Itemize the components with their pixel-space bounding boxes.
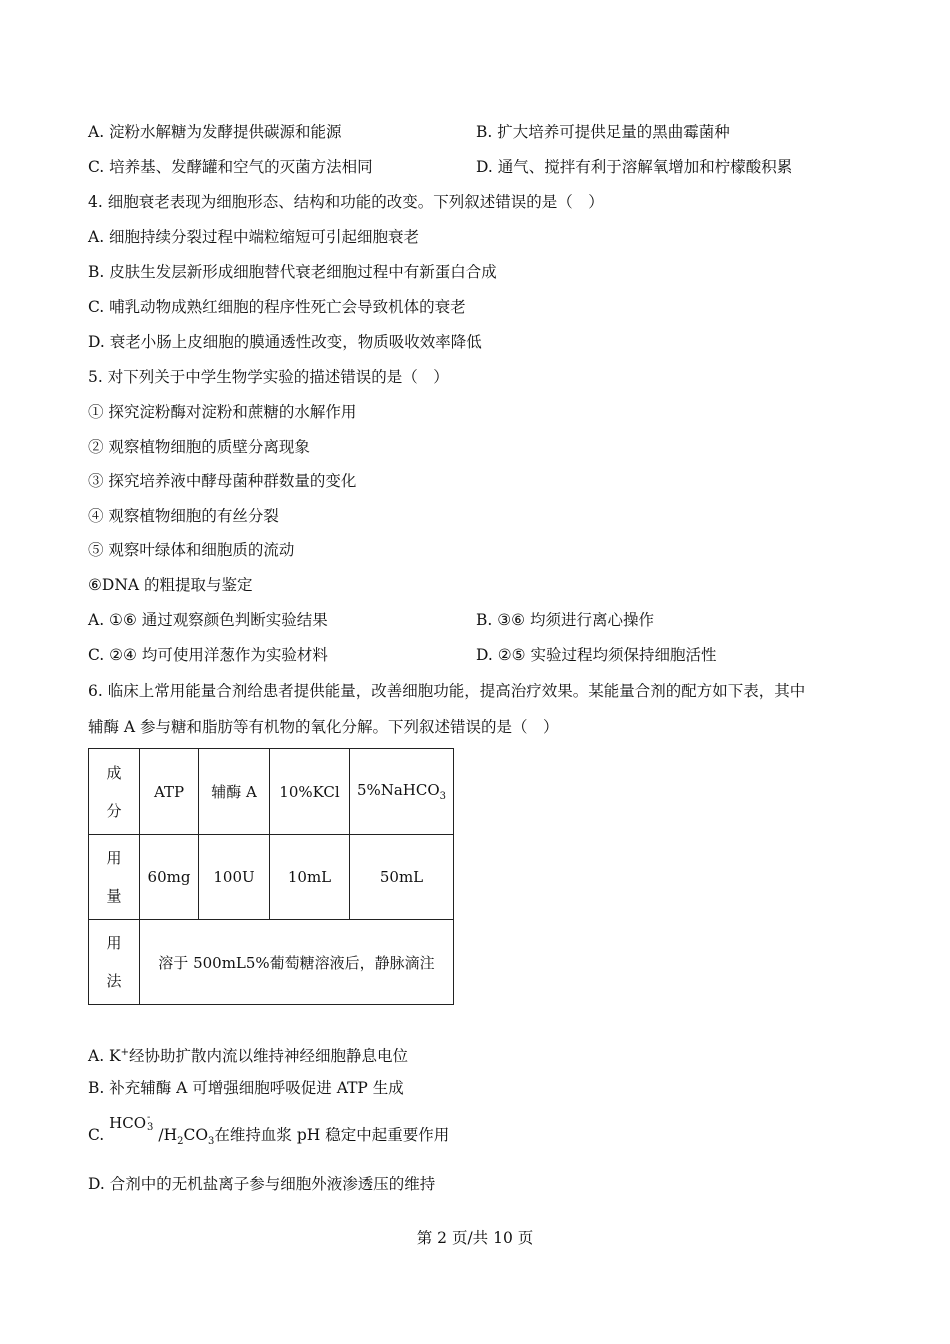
- q5-stem: 5. 对下列关于中学生物学实验的描述错误的是（ ）: [88, 368, 449, 386]
- q5-option-d: D. ②⑤ 实验过程均须保持细胞活性: [476, 646, 717, 664]
- row-label-amounts: 用 量: [89, 835, 140, 920]
- row-label-usage: 用 法: [89, 920, 140, 1005]
- component-atp: ATP: [140, 749, 199, 835]
- q4-option-b: B. 皮肤生发层新形成细胞替代衰老细胞过程中有新蛋白合成: [88, 263, 497, 281]
- table-row-usage: [89, 920, 454, 1005]
- q6-option-c: C. HCO - 3 $/H_2CO_3$在维持血浆 pH 稳定中起重要作用: [88, 1112, 450, 1148]
- q5-option-a: A. ①⑥ 通过观察颜色判断实验结果: [88, 611, 328, 629]
- component-nahco3: 5%NaHCO$_3$: [350, 749, 454, 835]
- energy-mixture-table: [88, 748, 454, 1005]
- bicarbonate-formula: HCO - 3: [109, 1112, 154, 1133]
- component-coenzyme-a: 辅酶 A: [199, 749, 270, 835]
- q4-stem: 4. 细胞衰老表现为细胞形态、结构和功能的改变。下列叙述错误的是（ ）: [88, 193, 604, 211]
- q6-stem-line1: 6. 临床上常用能量合剂给患者提供能量，改善细胞功能，提高治疗效果。某能量合剂的配方如下表，其中: [88, 682, 806, 700]
- q3-option-d: D. 通气、搅拌有利于溶解氧增加和柠檬酸积累: [476, 158, 793, 176]
- row-label-components: 成 分: [89, 749, 140, 835]
- q5-item-5: ⑤ 观察叶绿体和细胞质的流动: [88, 541, 295, 559]
- q5-item-1: ① 探究淀粉酶对淀粉和蔗糖的水解作用: [88, 403, 357, 421]
- amount-coenzyme-a: 100U: [199, 835, 270, 920]
- q6-option-a: A. K+经协助扩散内流以维持神经细胞静息电位: [88, 1047, 409, 1066]
- q4-option-a: A. 细胞持续分裂过程中端粒缩短可引起细胞衰老: [88, 228, 420, 246]
- page-footer: 第 2 页/共 10 页: [416, 1229, 534, 1247]
- q6-stem-line2: 辅酶 A 参与糖和脂肪等有机物的氧化分解。下列叙述错误的是（ ）: [88, 718, 559, 736]
- q6-option-d: D. 合剂中的无机盐离子参与细胞外液渗透压的维持: [88, 1175, 436, 1193]
- q4-option-c: C. 哺乳动物成熟红细胞的程序性死亡会导致机体的衰老: [88, 298, 466, 316]
- q5-item-4: ④ 观察植物细胞的有丝分裂: [88, 507, 279, 525]
- q3-option-c: C. 培养基、发酵罐和空气的灭菌方法相同: [88, 158, 373, 176]
- component-kcl: 10%KCl: [270, 749, 350, 835]
- q5-item-2: ② 观察植物细胞的质壁分离现象: [88, 438, 310, 456]
- q5-item-3: ③ 探究培养液中酵母菌种群数量的变化: [88, 472, 357, 490]
- usage-instructions: 溶于 500mL5%葡萄糖溶液后，静脉滴注: [140, 920, 454, 1005]
- q4-option-d: D. 衰老小肠上皮细胞的膜通透性改变，物质吸收效率降低: [88, 333, 482, 351]
- amount-kcl: 10mL: [270, 835, 350, 920]
- q5-option-b: B. ③⑥ 均须进行离心操作: [476, 611, 654, 629]
- q5-option-c: C. ②④ 均可使用洋葱作为实验材料: [88, 646, 328, 664]
- q6-option-b: B. 补充辅酶 A 可增强细胞呼吸促进 ATP 生成: [88, 1079, 404, 1097]
- table-row-amounts: [89, 835, 454, 920]
- q5-item-6: ⑥DNA 的粗提取与鉴定: [88, 576, 253, 594]
- table-row-components: [89, 749, 454, 835]
- q3-option-a: A. 淀粉水解糖为发酵提供碳源和能源: [88, 123, 342, 141]
- q3-option-b: B. 扩大培养可提供足量的黑曲霉菌种: [476, 123, 730, 141]
- amount-nahco3: 50mL: [350, 835, 454, 920]
- amount-atp: 60mg: [140, 835, 199, 920]
